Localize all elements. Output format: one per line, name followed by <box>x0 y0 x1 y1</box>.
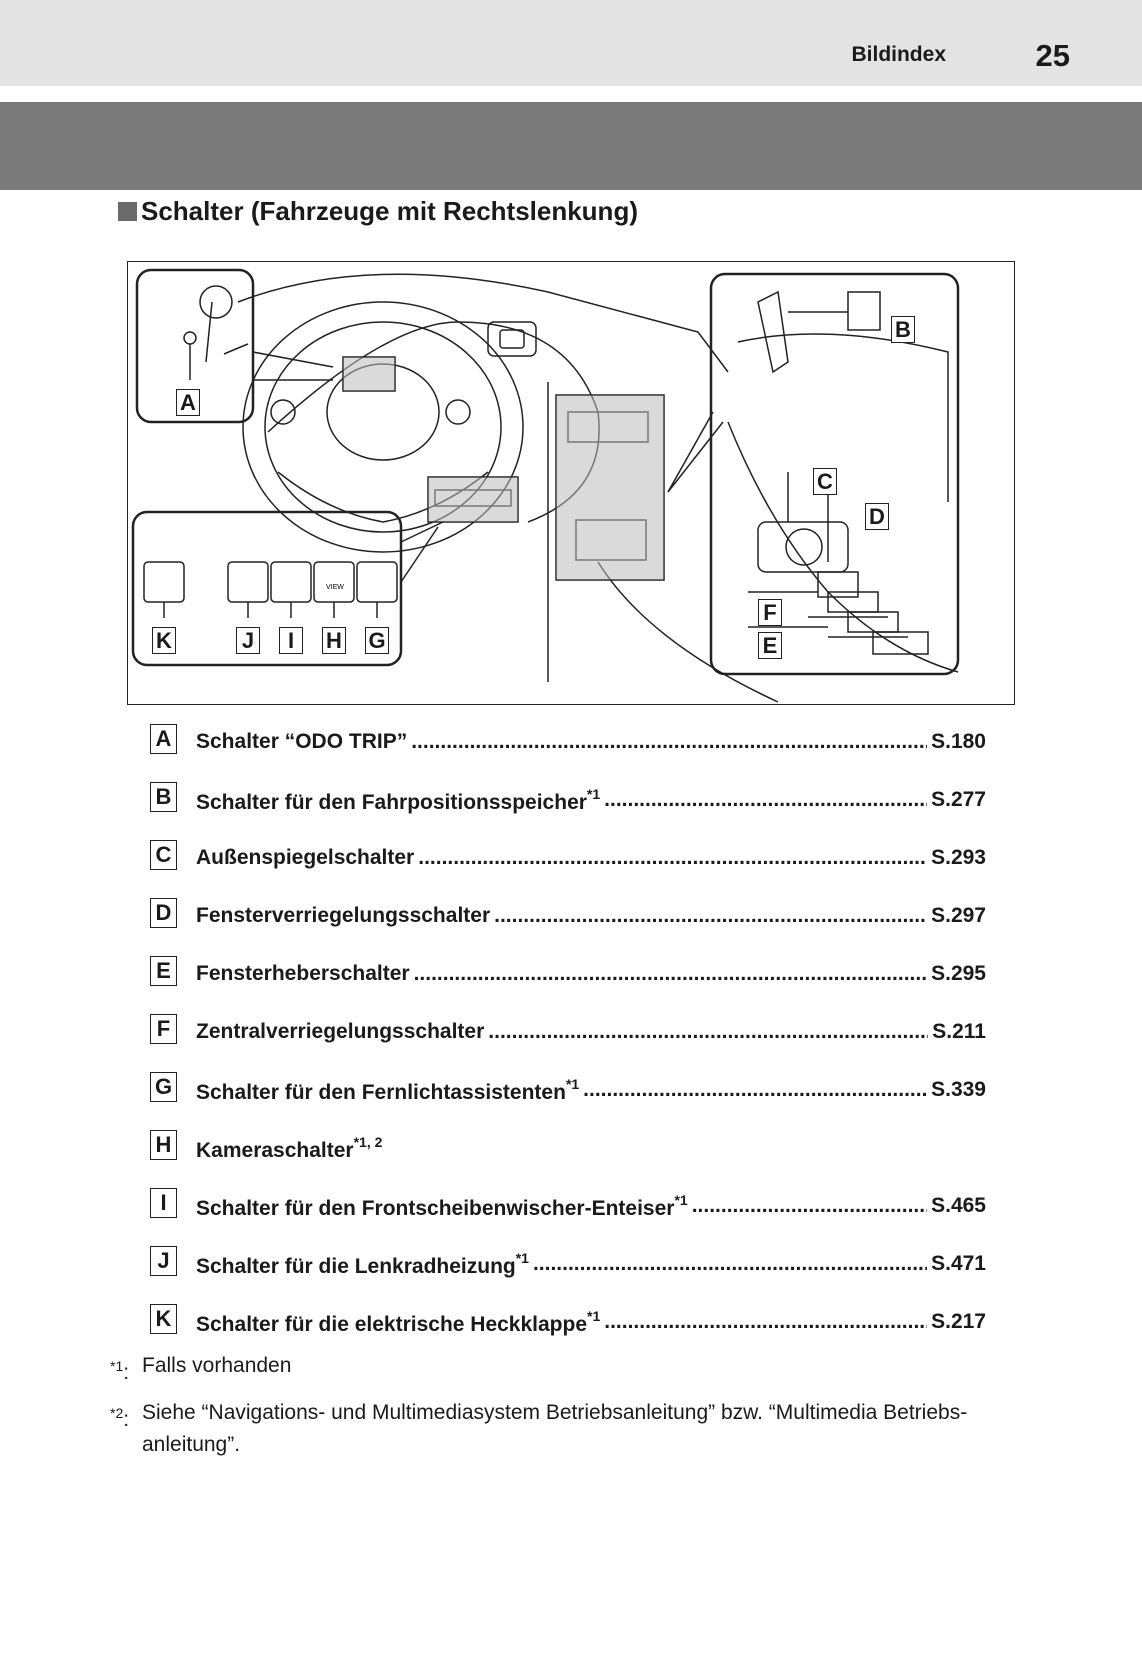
page-reference[interactable]: S.295 <box>931 962 986 985</box>
legend-letter: A <box>150 724 177 754</box>
legend-label: Kameraschalter$^{*1, 2}$ <box>196 1134 383 1162</box>
footnote-mark: $^{*2}$: <box>110 1405 130 1431</box>
legend-label: Schalter für den Fahrpositionsspeicher$^{*1}$ <box>196 786 601 814</box>
leader-dots <box>604 782 927 812</box>
footnote-marker: *1 <box>586 786 601 802</box>
legend-letter: H <box>150 1130 177 1160</box>
footnote <box>110 1397 1010 1461</box>
legend-row <box>150 1014 986 1072</box>
leader-dots <box>533 1246 927 1276</box>
legend-row <box>150 724 986 782</box>
footnote-text: Siehe “Navigations- und Multimediasystem Betriebsanleitung” bzw. “Multimedia Betriebs-anleitung”. <box>142 1401 968 1456</box>
view-label: VIEW <box>326 584 344 591</box>
legend-label: Schalter für die Lenkradheizung$^{*1}$ <box>196 1250 529 1278</box>
footnote-marker: *1, 2 <box>353 1134 383 1150</box>
legend-letter: B <box>150 782 177 812</box>
page-reference[interactable]: S.293 <box>931 846 986 869</box>
legend-row <box>150 840 986 898</box>
leader-dots <box>488 1014 928 1044</box>
callout-b: B <box>891 316 915 343</box>
leader-dots <box>414 956 928 986</box>
legend-letter: I <box>150 1188 177 1218</box>
page-reference[interactable]: S.471 <box>931 1252 986 1275</box>
leader-dots <box>692 1188 927 1218</box>
cockpit-drawing <box>128 262 1016 706</box>
page-reference[interactable]: S.277 <box>931 788 986 811</box>
page-reference[interactable]: S.180 <box>931 730 986 753</box>
footnote-text: Falls vorhanden <box>142 1354 292 1377</box>
legend-row <box>150 782 986 840</box>
legend-label: Zentralverriegelungsschalter <box>196 1020 485 1043</box>
legend-letter: G <box>150 1072 177 1102</box>
square-bullet-icon <box>118 202 137 221</box>
legend-row <box>150 1072 986 1130</box>
header-band <box>0 0 1142 86</box>
footnote <box>110 1350 1010 1389</box>
leader-dots <box>583 1072 927 1102</box>
legend-row <box>150 1188 986 1246</box>
legend-label: Schalter für den Fernlichtassistenten$^{*1}$ <box>196 1076 580 1104</box>
callout-j: J <box>236 627 260 654</box>
footnotes <box>110 1350 1010 1469</box>
footnote-marker: *1 <box>674 1192 688 1208</box>
callout-k: K <box>152 627 176 654</box>
leader-dots <box>418 840 927 870</box>
callout-a: A <box>176 389 200 416</box>
legend-label: Schalter für die elektrische Heckklappe$^{*1}$ <box>196 1308 601 1336</box>
legend-letter: F <box>150 1014 177 1044</box>
footnote-marker: *1 <box>587 1308 601 1324</box>
page-reference[interactable]: S.465 <box>931 1194 986 1217</box>
page-reference[interactable]: S.217 <box>931 1310 986 1333</box>
chapter-title: Bildindex <box>851 43 946 66</box>
section-band <box>0 102 1142 190</box>
section-title-text: Schalter (Fahrzeuge mit Rechtslenkung) <box>141 196 638 226</box>
page-reference[interactable]: S.339 <box>931 1078 986 1101</box>
legend-label: Fensterheberschalter <box>196 962 410 985</box>
legend-row <box>150 956 986 1014</box>
page-number: 25 <box>1035 38 1070 73</box>
legend-letter: E <box>150 956 177 986</box>
leader-dots <box>411 724 927 754</box>
callout-h: H <box>322 627 346 654</box>
legend-row <box>150 1246 986 1304</box>
footnote-marker: *1 <box>565 1076 580 1092</box>
callout-g: G <box>365 627 389 654</box>
legend-label: Schalter für den Frontscheibenwischer-Enteiser$^{*1}$ <box>196 1192 688 1220</box>
legend-label: Außenspiegelschalter <box>196 846 415 869</box>
callout-c: C <box>813 468 837 495</box>
legend-label: Schalter “ODO TRIP” <box>196 730 408 753</box>
legend-letter: C <box>150 840 177 870</box>
page-reference[interactable]: S.297 <box>931 904 986 927</box>
legend-row <box>150 1130 986 1188</box>
switch-illustration <box>127 261 1015 705</box>
leader-dots <box>494 898 927 928</box>
callout-f: F <box>758 599 782 626</box>
callout-d: D <box>865 503 889 530</box>
legend-letter: D <box>150 898 177 928</box>
leader-dots <box>604 1304 927 1334</box>
switch-legend <box>150 724 986 1362</box>
footnote-mark: $^{*1}$: <box>110 1358 130 1384</box>
callout-e: E <box>758 632 782 659</box>
page-reference[interactable]: S.211 <box>932 1020 986 1043</box>
callout-i: I <box>279 627 303 654</box>
section-heading <box>118 196 638 227</box>
legend-letter: J <box>150 1246 177 1276</box>
legend-letter: K <box>150 1304 177 1334</box>
legend-row <box>150 898 986 956</box>
legend-label: Fensterverriegelungsschalter <box>196 904 491 927</box>
footnote-marker: *1 <box>515 1250 529 1266</box>
